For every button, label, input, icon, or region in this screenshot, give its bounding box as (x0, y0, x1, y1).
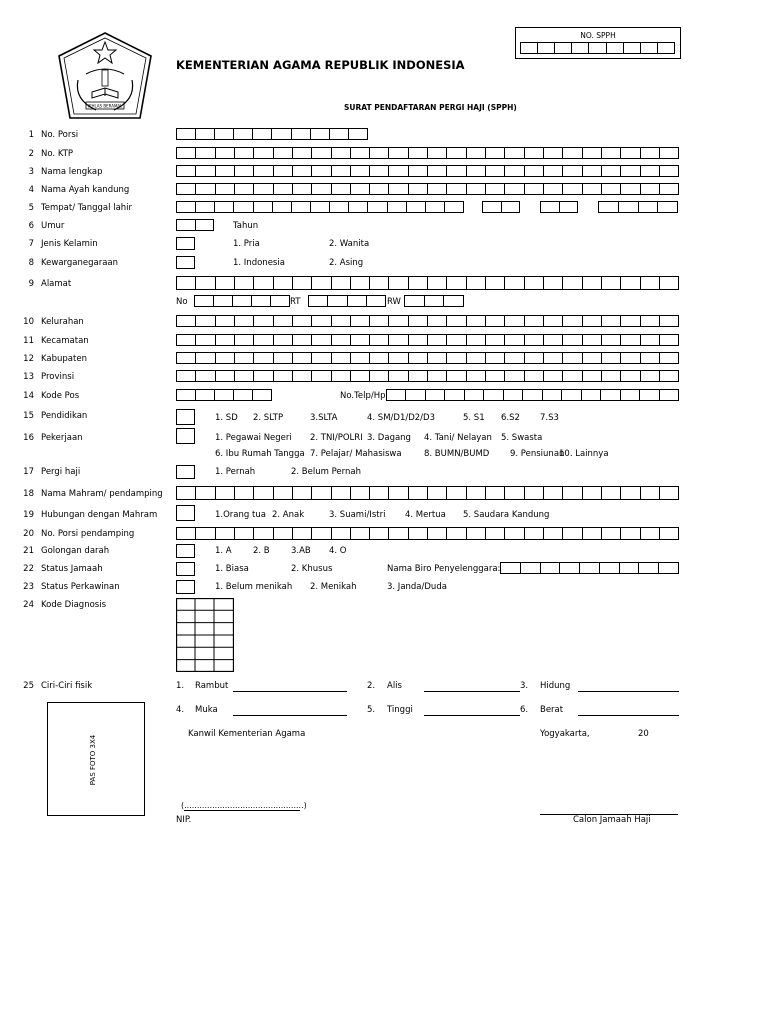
pendidikan-option: 4. SM/D1/D2/D3 (367, 413, 435, 423)
kanwil-label: Kanwil Kementerian Agama (188, 729, 306, 739)
golongan-darah-option: 1. A (215, 546, 232, 556)
alamat-no-input[interactable] (194, 295, 290, 307)
field-number: 14 (23, 391, 34, 401)
pendidikan-option: 6.S2 (501, 413, 520, 423)
opt-menikah: 2. Menikah (310, 582, 357, 592)
pendidikan-checkbox[interactable] (176, 409, 195, 425)
ktp-input[interactable] (176, 147, 679, 159)
field-label: Provinsi (41, 372, 75, 382)
ciri-4-no: 4. (176, 705, 185, 715)
pekerjaan-option: 2. TNI/POLRI (310, 433, 363, 443)
pekerjaan-option: 7. Pelajar/ Mahasiswa (310, 449, 402, 459)
opt-indonesia: 1. Indonesia (233, 258, 285, 268)
field-label: Status Perkawinan (41, 582, 120, 592)
field-number: 9 (28, 279, 34, 289)
field-label: Kelurahan (41, 317, 84, 327)
pekerjaan-option: 1. Pegawai Negeri (215, 433, 292, 443)
field-label: Nama lengkap (41, 167, 103, 177)
pendidikan-option: 5. S1 (463, 413, 485, 423)
field-number: 19 (23, 510, 34, 520)
photo-label: PAS FOTO 3X4 (89, 734, 98, 786)
tahun-input[interactable] (598, 201, 678, 213)
muka-field[interactable] (233, 715, 347, 716)
field-number: 10 (23, 317, 34, 327)
field-number: 6 (28, 221, 34, 231)
hubungan-option: 1.Orang tua (215, 510, 266, 520)
kabupaten-input[interactable] (176, 352, 679, 364)
field-number: 12 (23, 354, 34, 364)
ciri-5-no: 5. (367, 705, 376, 715)
field-number: 13 (23, 372, 34, 382)
pekerjaan-option: 8. BUMN/BUMD (424, 449, 490, 459)
status-perkawinan-checkbox[interactable] (176, 580, 195, 594)
nama-lengkap-input[interactable] (176, 165, 679, 177)
field-label: Hubungan dengan Mahram (41, 510, 158, 520)
pergi-haji-checkbox[interactable] (176, 465, 195, 479)
porsi-input[interactable] (176, 128, 368, 140)
pekerjaan-option: 3. Dagang (367, 433, 411, 443)
ciri-rambut-label: Rambut (195, 681, 229, 691)
field-label: Pendidikan (41, 411, 88, 421)
field-number: 25 (23, 681, 34, 691)
hubungan-checkbox[interactable] (176, 505, 195, 521)
field-number: 22 (23, 564, 34, 574)
pendidikan-option: 1. SD (215, 413, 238, 423)
field-label: Nama Mahram/ pendamping (41, 489, 163, 499)
field-label: Pekerjaan (41, 433, 83, 443)
field-label: No. Porsi pendamping (41, 529, 135, 539)
field-number: 23 (23, 582, 34, 592)
berat-field[interactable] (578, 715, 679, 716)
field-number: 24 (23, 600, 34, 610)
nip-label: NIP. (176, 815, 192, 825)
telp-label: No.Telp/Hp (340, 391, 386, 401)
form-title: SURAT PENDAFTARAN PERGI HAJI (SPPH) (344, 103, 517, 112)
field-label: Golongan darah (41, 546, 110, 556)
pekerjaan-option: 5. Swasta (501, 433, 543, 443)
pekerjaan-option: 4. Tani/ Nelayan (424, 433, 492, 443)
field-label: Kode Pos (41, 391, 80, 401)
umur-input[interactable] (176, 219, 214, 231)
field-label: Kecamatan (41, 336, 89, 346)
opt-janda-duda: 3. Janda/Duda (387, 582, 447, 592)
year-label: 20 (638, 729, 649, 739)
opt-belum-menikah: 1. Belum menikah (215, 582, 293, 592)
ciri-berat-label: Berat (540, 705, 564, 715)
hubungan-option: 3. Suami/Istri (329, 510, 386, 520)
hubungan-option: 5. Saudara Kandung (463, 510, 550, 520)
rt-input[interactable] (308, 295, 386, 307)
pekerjaan-option: 10. Lainnya (559, 449, 609, 459)
ciri-3-no: 3. (520, 681, 529, 691)
ciri-hidung-label: Hidung (540, 681, 571, 691)
field-number: 18 (23, 489, 34, 499)
hubungan-option: 4. Mertua (405, 510, 446, 520)
field-label: Kabupaten (41, 354, 87, 364)
field-label: Nama Ayah kandung (41, 185, 130, 195)
rw-label: RW (387, 297, 401, 307)
ciri-tinggi-label: Tinggi (387, 705, 413, 715)
rambut-field[interactable] (233, 691, 347, 692)
ciri-6-no: 6. (520, 705, 529, 715)
jenis-kelamin-checkbox[interactable] (176, 237, 195, 250)
logo-motto: IKHLAS BERAMAL (87, 103, 123, 109)
golongan-darah-checkbox[interactable] (176, 544, 195, 558)
ciri-2-no: 2. (367, 681, 376, 691)
field-label: Alamat (41, 279, 72, 289)
field-number: 15 (23, 411, 34, 421)
place-label: Yogyakarta, (540, 729, 590, 739)
nama-ayah-input[interactable] (176, 183, 679, 195)
pendidikan-option: 7.S3 (540, 413, 559, 423)
opt-pria: 1. Pria (233, 239, 260, 249)
pekerjaan-option: 6. Ibu Rumah Tangga (215, 449, 305, 459)
spph-label: NO. SPPH (580, 31, 616, 40)
biro-input[interactable] (500, 562, 679, 574)
field-number: 1 (28, 130, 34, 140)
opt-biasa: 1. Biasa (215, 564, 249, 574)
field-label: Jenis Kelamin (41, 239, 98, 249)
hubungan-option: 2. Anak (272, 510, 305, 520)
pendidikan-option: 2. SLTP (253, 413, 284, 423)
umur-unit: Tahun (233, 221, 259, 231)
field-label: Kewarganegaraan (41, 258, 119, 268)
ciri-1-no: 1. (176, 681, 185, 691)
ministry-logo (56, 30, 154, 124)
opt-asing: 2. Asing (329, 258, 364, 268)
photo-box (47, 702, 145, 816)
field-label: Ciri-Ciri fisik (41, 681, 93, 691)
golongan-darah-option: 3.AB (291, 546, 311, 556)
calon-label: Calon Jamaah Haji (573, 815, 651, 825)
official-sign-name: (...............................................) (181, 801, 307, 810)
field-label: Pergi haji (41, 467, 81, 477)
field-number: 11 (23, 336, 34, 346)
field-number: 5 (28, 203, 34, 213)
porsi-pendamping-input[interactable] (176, 527, 679, 540)
official-sign-line (184, 810, 300, 811)
field-number: 7 (28, 239, 34, 249)
alamat-no-label: No (176, 297, 188, 307)
ministry-title: KEMENTERIAN AGAMA REPUBLIK INDONESIA (176, 58, 465, 72)
field-number: 21 (23, 546, 34, 556)
ciri-muka-label: Muka (195, 705, 218, 715)
opt-belum-pernah: 2. Belum Pernah (291, 467, 361, 477)
kode-pos-input[interactable] (176, 389, 272, 401)
opt-pernah: 1. Pernah (215, 467, 256, 477)
tinggi-field[interactable] (424, 715, 520, 716)
provinsi-input[interactable] (176, 370, 679, 382)
kecamatan-input[interactable] (176, 334, 679, 346)
biro-label: Nama Biro Penyelenggara: (387, 564, 501, 574)
opt-khusus: 2. Khusus (291, 564, 333, 574)
pendidikan-option: 3.SLTA (310, 413, 338, 423)
field-number: 20 (23, 529, 34, 539)
golongan-darah-option: 2. B (253, 546, 270, 556)
kewarganegaraan-checkbox[interactable] (176, 256, 195, 269)
spph-number-input[interactable] (520, 42, 675, 54)
spph-number-box (515, 27, 681, 59)
bulan-input[interactable] (540, 201, 578, 213)
field-number: 3 (28, 167, 34, 177)
field-number: 16 (23, 433, 34, 443)
field-number: 4 (28, 185, 34, 195)
field-label: Status Jamaah (41, 564, 103, 574)
kelurahan-input[interactable] (176, 315, 679, 327)
golongan-darah-option: 4. O (329, 546, 347, 556)
rw-input[interactable] (404, 295, 464, 307)
pekerjaan-option: 9. Pensiunan (510, 449, 565, 459)
mahram-input[interactable] (176, 486, 679, 500)
field-label: Umur (41, 221, 65, 231)
pekerjaan-checkbox[interactable] (176, 428, 195, 444)
alamat-input[interactable] (176, 276, 679, 290)
alis-field[interactable] (424, 691, 520, 692)
field-number: 17 (23, 467, 34, 477)
field-label: No. KTP (41, 149, 74, 159)
kode-diagnosis-grid[interactable] (176, 598, 234, 676)
hidung-field[interactable] (578, 691, 679, 692)
rt-label: RT (290, 297, 301, 307)
status-jamaah-checkbox[interactable] (176, 562, 195, 576)
telp-input[interactable] (386, 389, 679, 401)
field-number: 2 (28, 149, 34, 159)
opt-wanita: 2. Wanita (329, 239, 370, 249)
ciri-alis-label: Alis (387, 681, 402, 691)
tanggal-input[interactable] (482, 201, 520, 213)
field-number: 8 (28, 258, 34, 268)
tempat-lahir-input[interactable] (176, 201, 464, 213)
field-label: Kode Diagnosis (41, 600, 106, 610)
field-label: No. Porsi (41, 130, 79, 140)
field-label: Tempat/ Tanggal lahir (41, 203, 133, 213)
